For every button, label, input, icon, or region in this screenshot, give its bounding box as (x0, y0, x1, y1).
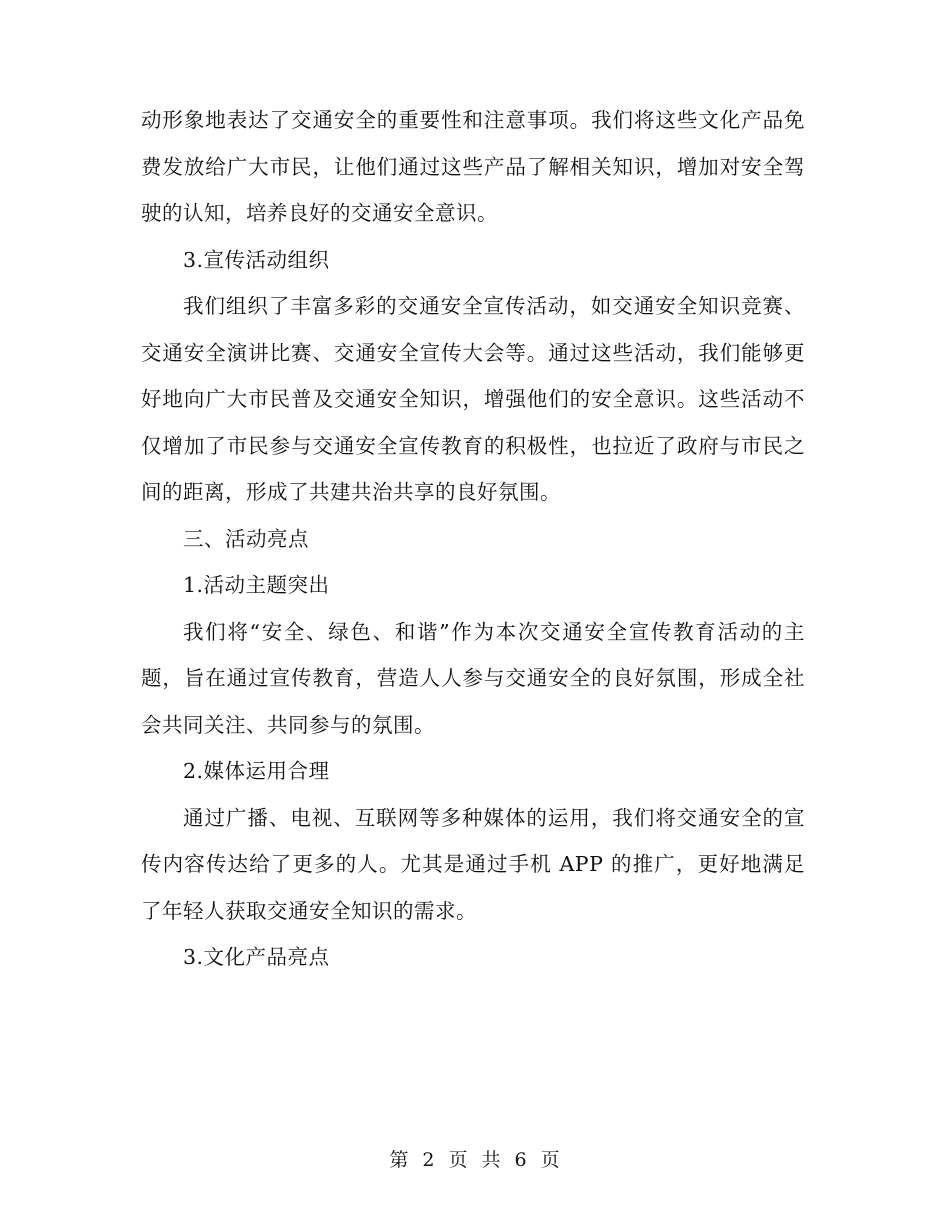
paragraph: 动形象地表达了交通安全的重要性和注意事项。我们将这些文化产品免费发放给广大市民，让他们通过这些产品了解相关知识，增加对安全驾驶的认知，培养良好的交通安全意识。 (141, 108, 805, 225)
section-heading: 三、活动亮点 (183, 526, 309, 551)
paragraph: 我们组织了丰富多彩的交通安全宣传活动，如交通安全知识竞赛、交通安全演讲比赛、交通安全宣传大会等。通过这些活动，我们能够更好地向广大市民普及交通安全知识，增强他们的安全意识。这些活动不仅增加了市民参与交通安全宣传教育的积极性，也拉近了政府与市民之间的距离，形成了共建共治共享的良好氛围。 (141, 294, 805, 504)
section-heading: 3.宣传活动组织 (183, 247, 330, 272)
paragraph: 我们将“安全、绿色、和谐”作为本次交通安全宣传教育活动的主题，旨在通过宣传教育，营造人人参与交通安全的良好氛围，形成全社会共同关注、共同参与的氛围。 (141, 619, 805, 737)
section-heading: 3.文化产品亮点 (183, 945, 330, 969)
section-heading: 1.活动主题突出 (183, 573, 330, 597)
document-body (141, 97, 805, 981)
section-heading: 2.媒体运用合理 (183, 759, 330, 783)
page-footer: 第 2 页 共 6 页 (389, 1149, 561, 1171)
paragraph: 通过广播、电视、互联网等多种媒体的运用，我们将交通安全的宣传内容传达给了更多的人。尤其是通过手机 APP 的推广，更好地满足了年轻人获取交通安全知识的需求。 (141, 805, 805, 923)
